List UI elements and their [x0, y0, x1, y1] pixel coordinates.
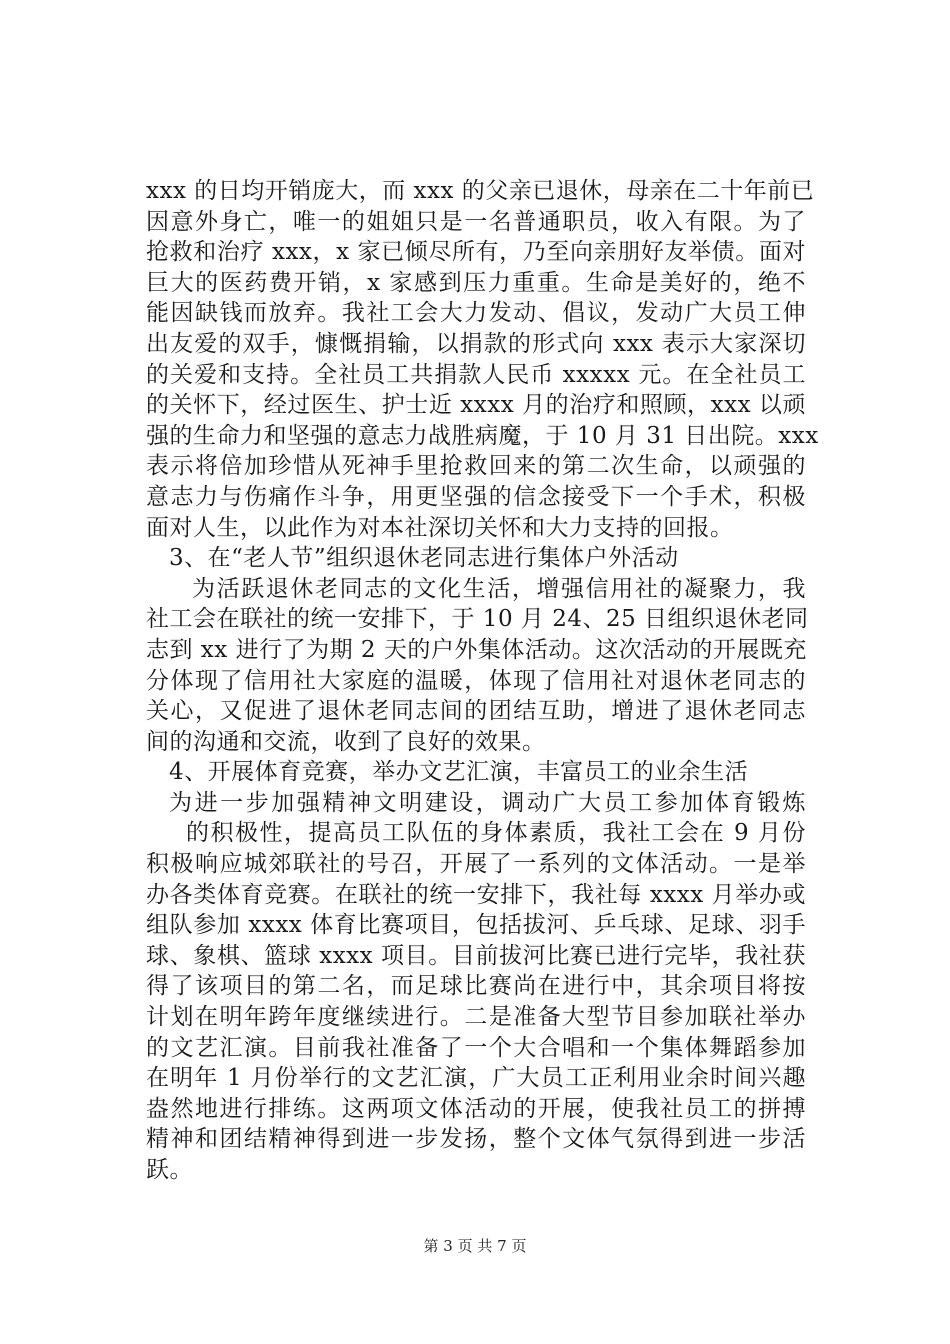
text-line: 计划在明年跨年度继续进行。二是准备大型节目参加联社举办: [146, 1004, 806, 1031]
body-text: [146, 176, 819, 1186]
section-heading-4: 4、开展体育竞赛，举办文艺汇演，丰富员工的业余生活: [169, 759, 749, 786]
text-line: 关心，又促进了退休老同志间的团结互助，增进了退休老同志: [146, 698, 806, 725]
page-number: 第 3 页 共 7 页: [423, 1237, 527, 1255]
section-heading-3: 3、在“老人节”组织退休老同志进行集体户外活动: [169, 545, 679, 572]
text-line: 在明年 1 月份举行的文艺汇演，广大员工正利用业余时间兴趣: [146, 1065, 806, 1092]
text-line: 跃。: [146, 1157, 193, 1183]
text-line: 为进一步加强精神文明建设，调动广大员工参加体育锻炼: [169, 789, 806, 816]
text-line: 的关怀下，经过医生、护士近 xxxx 月的治疗和照顾，xxx 以顽: [146, 392, 806, 419]
text-line: 得了该项目的第二名，而足球比赛尚在进行中，其余项目将按: [146, 973, 806, 1000]
text-line: 能因缺钱而放弃。我社工会大力发动、倡议，发动广大员工伸: [146, 300, 806, 327]
text-line: 出友爱的双手，慷慨捐输，以捐款的形式向 xxx 表示大家深切: [146, 330, 806, 357]
text-line: 的文艺汇演。目前我社准备了一个大合唱和一个集体舞蹈参加: [146, 1034, 806, 1061]
text-line: 志到 xx 进行了为期 2 天的户外集体活动。这次活动的开展既充: [146, 636, 807, 663]
text-line: 面对人生，以此作为对本社深切关怀和大力支持的回报。: [146, 514, 734, 541]
text-line: 盎然地进行排练。这两项文体活动的开展，使我社员工的拼搏: [146, 1095, 806, 1122]
text-line: 组队参加 xxxx 体育比赛项目，包括拔河、乒乓球、足球、羽手: [146, 912, 806, 939]
text-line: 分体现了信用社大家庭的温暖，体现了信用社对退休老同志的: [146, 667, 806, 694]
text-line: 球、象棋、篮球 xxxx 项目。目前拔河比赛已进行完毕，我社获: [146, 942, 806, 969]
text-line: 社工会在联社的统一安排下，于 10 月 24、25 日组织退休老同: [146, 606, 809, 633]
text-line: 因意外身亡，唯一的姐姐只是一名普通职员，收入有限。为了: [146, 208, 806, 235]
text-line: 间的沟通和交流，收到了良好的效果。: [146, 728, 546, 755]
text-line: 积极响应城郊联社的号召，开展了一系列的文体活动。一是举: [146, 851, 806, 878]
text-line: 为活跃退休老同志的文化生活，增强信用社的凝聚力，我: [192, 575, 806, 602]
text-line: xxx 的日均开销庞大，而 xxx 的父亲已退休，母亲在二十年前已: [146, 178, 815, 204]
text-line: 巨大的医药费开销，x 家感到压力重重。生命是美好的，绝不: [146, 269, 806, 296]
page-footer: [0, 1236, 950, 1256]
text-line: 表示将倍加珍惜从死神手里抢救回来的第二次生命，以顽强的: [146, 453, 806, 480]
text-line: 办各类体育竞赛。在联社的统一安排下，我社每 xxxx 月举办或: [146, 881, 806, 908]
text-line: 强的生命力和坚强的意志力战胜病魔，于 10 月 31 日出院。xxx: [146, 422, 819, 449]
text-line: 抢救和治疗 xxx，x 家已倾尽所有，乃至向亲朋好友举债。面对: [146, 239, 806, 266]
text-line: 的积极性，提高员工队伍的身体素质，我社工会在 9 月份: [186, 820, 806, 847]
text-line: 精神和团结精神得到进一步发扬，整个文体气氛得到进一步活: [146, 1126, 806, 1153]
text-line: 的关爱和支持。全社员工共捐款人民币 xxxxx 元。在全社员工: [146, 361, 806, 388]
text-line: 意志力与伤痛作斗争，用更坚强的信念接受下一个手术，积极: [146, 483, 806, 510]
